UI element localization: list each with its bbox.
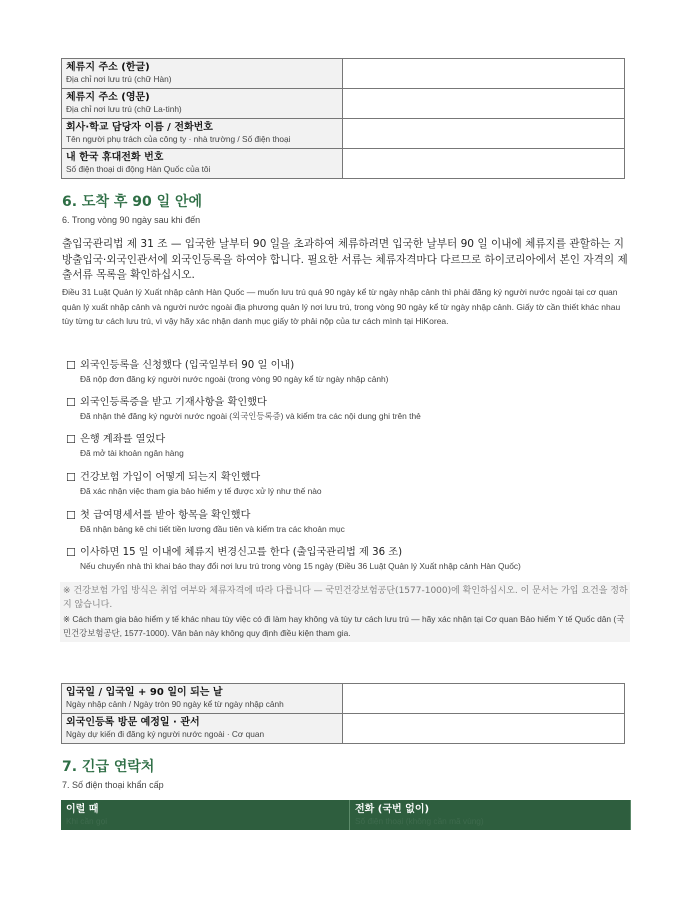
header-vi: Khi cần gọi (66, 816, 108, 826)
checkbox-icon[interactable]: ☐ (66, 396, 76, 409)
checklist-vi: Đã mở tài khoản ngân hàng (80, 448, 184, 458)
table-row (62, 119, 625, 149)
checklist-ko: 건강보험 가입이 어떻게 되는지 확인했다 (80, 472, 261, 483)
date-table (61, 683, 625, 744)
note-ko: ※ 건강보험 가입 방식은 취업 여부와 체류자격에 따라 다릅니다 — 국민건강보험공단(1577-1000)에 확인하십시오. 이 문서는 가입 요건을 정하지 않습니다. (63, 586, 628, 610)
label-vi: Tên người phụ trách của công ty · nhà trường / Số điện thoại (66, 134, 291, 144)
row-label (62, 149, 343, 179)
checklist-item (66, 545, 631, 573)
label-ko: 체류지 주소 (한글) (66, 62, 150, 73)
label-vi: Ngày nhập cảnh / Ngày tròn 90 ngày kể từ ngày nhập cảnh (66, 699, 284, 709)
header-vi: Số điện thoại (không cần mã vùng) (355, 816, 484, 826)
checklist-item (66, 432, 631, 460)
checklist-item (66, 395, 631, 423)
header-ko: 이럴 때 (66, 804, 99, 815)
checklist-ko: 외국인등록증을 받고 기재사항을 확인했다 (80, 397, 267, 408)
phone-field[interactable] (343, 149, 625, 179)
checklist-item (66, 358, 631, 386)
checkbox-icon[interactable]: ☐ (66, 509, 76, 522)
checklist-vi: Nếu chuyển nhà thì khai báo thay đổi nơi lưu trú trong vòng 15 ngày (Điều 36 Luật Quản lý Xuất nhập cảnh Hàn Quốc) (80, 561, 521, 571)
registration-visit-field[interactable] (343, 714, 625, 744)
section-7-subtitle: 7. Số điện thoại khẩn cấp (62, 780, 164, 790)
checkbox-icon[interactable]: ☐ (66, 359, 76, 372)
row-label (62, 119, 343, 149)
row-label (62, 714, 343, 744)
label-ko: 입국일 / 입국일 + 90 일이 되는 날 (66, 687, 223, 698)
checklist-ko: 은행 계좌를 열었다 (80, 434, 166, 445)
checkbox-icon[interactable]: ☐ (66, 546, 76, 559)
intro-korean: 출입국관리법 제 31 조 — 입국한 날부터 90 일을 초과하여 체류하려면 입국한 날부터 90 일 이내에 체류지를 관할하는 지방출입국·외국인관서에 외국인등록을 하여야 합니다. 필요한 서류는 체류자격마다 다르므로 하이코리아에서 본인 자격의 제출서류 목록을 확인하십시오. (62, 238, 628, 281)
checklist-item (66, 470, 631, 498)
table-row (62, 59, 625, 89)
table-row (62, 149, 625, 179)
checklist-vi: Đã nộp đơn đăng ký người nước ngoài (trong vòng 90 ngày kể từ ngày nhập cảnh) (80, 374, 389, 384)
checklist-item (66, 508, 631, 536)
table-row (62, 714, 625, 744)
label-ko: 내 한국 휴대전화 번호 (66, 152, 164, 163)
checklist-ko: 이사하면 15 일 이내에 체류지 변경신고를 한다 (출입국관리법 제 36 조) (80, 547, 403, 558)
table-header-row (61, 800, 631, 830)
label-ko: 외국인등록 방문 예정일 · 관서 (66, 717, 200, 728)
checkbox-icon[interactable]: ☐ (66, 471, 76, 484)
label-vi: Địa chỉ nơi lưu trú (chữ La-tinh) (66, 104, 182, 114)
table-row (62, 89, 625, 119)
label-vi: Ngày dự kiến đi đăng ký người nước ngoài · Cơ quan (66, 729, 265, 739)
header-ko: 전화 (국번 없이) (355, 804, 430, 815)
info-table (61, 58, 625, 179)
table-row (62, 684, 625, 714)
label-vi: Địa chỉ nơi lưu trú (chữ Hàn) (66, 74, 172, 84)
column-header-phone (350, 800, 631, 830)
intro-vietnamese: Điều 31 Luật Quản lý Xuất nhập cảnh Hàn Quốc — muốn lưu trú quá 90 ngày kể từ ngày nhập cảnh thì phải đăng ký người nước ngoài tại cơ quan quản lý xuất nhập cảnh và người nước ngoài địa phương quản lý nơi lưu trú, trong vòng 90 ngày kể từ ngày nhập cảnh. Giấy tờ cần thiết khác nhau tùy từng tư cách lưu trú, vì vậy hãy xác nhận danh mục giấy tờ phải nộp của tư cách mình tại HiKorea. (62, 287, 621, 326)
note-vi: ※ Cách tham gia bảo hiểm y tế khác nhau tùy việc có đi làm hay không và tùy tư cách lưu trú — hãy xác nhận tại Cơ quan Bảo hiểm Y tế Quốc dân (국민건강보험공단, 1577-1000). Văn bản này không quy định điều kiện tham gia. (63, 614, 625, 638)
checklist-ko: 외국인등록을 신청했다 (입국일부터 90 일 이내) (80, 360, 295, 371)
checklist-vi: Đã nhận thẻ đăng ký người nước ngoài (외국인등록증) và kiểm tra các nội dung ghi trên thẻ (80, 411, 421, 421)
address-latin-field[interactable] (343, 89, 625, 119)
entry-date-field[interactable] (343, 684, 625, 714)
checkbox-icon[interactable]: ☐ (66, 433, 76, 446)
label-vi: Số điện thoại di động Hàn Quốc của tôi (66, 164, 211, 174)
emergency-table (61, 800, 631, 830)
checklist-ko: 첫 급여명세서를 받아 항목을 확인했다 (80, 510, 251, 521)
row-label (62, 59, 343, 89)
section-6-title: 6. 도착 후 90 일 안에 (62, 194, 203, 210)
column-header-situation (61, 800, 350, 830)
checklist-vi: Đã xác nhận việc tham gia bảo hiểm y tế được xử lý như thế nào (80, 486, 322, 496)
section-7-title: 7. 긴급 연락처 (62, 759, 155, 775)
label-ko: 체류지 주소 (영문) (66, 92, 150, 103)
contact-person-field[interactable] (343, 119, 625, 149)
insurance-note (60, 582, 630, 642)
row-label (62, 684, 343, 714)
checklist-vi: Đã nhận bảng kê chi tiết tiền lương đầu tiên và kiểm tra các khoản mục (80, 524, 345, 534)
section-6-subtitle: 6. Trong vòng 90 ngày sau khi đến (62, 215, 201, 225)
address-korean-field[interactable] (343, 59, 625, 89)
label-ko: 회사·학교 담당자 이름 / 전화번호 (66, 122, 213, 133)
row-label (62, 89, 343, 119)
